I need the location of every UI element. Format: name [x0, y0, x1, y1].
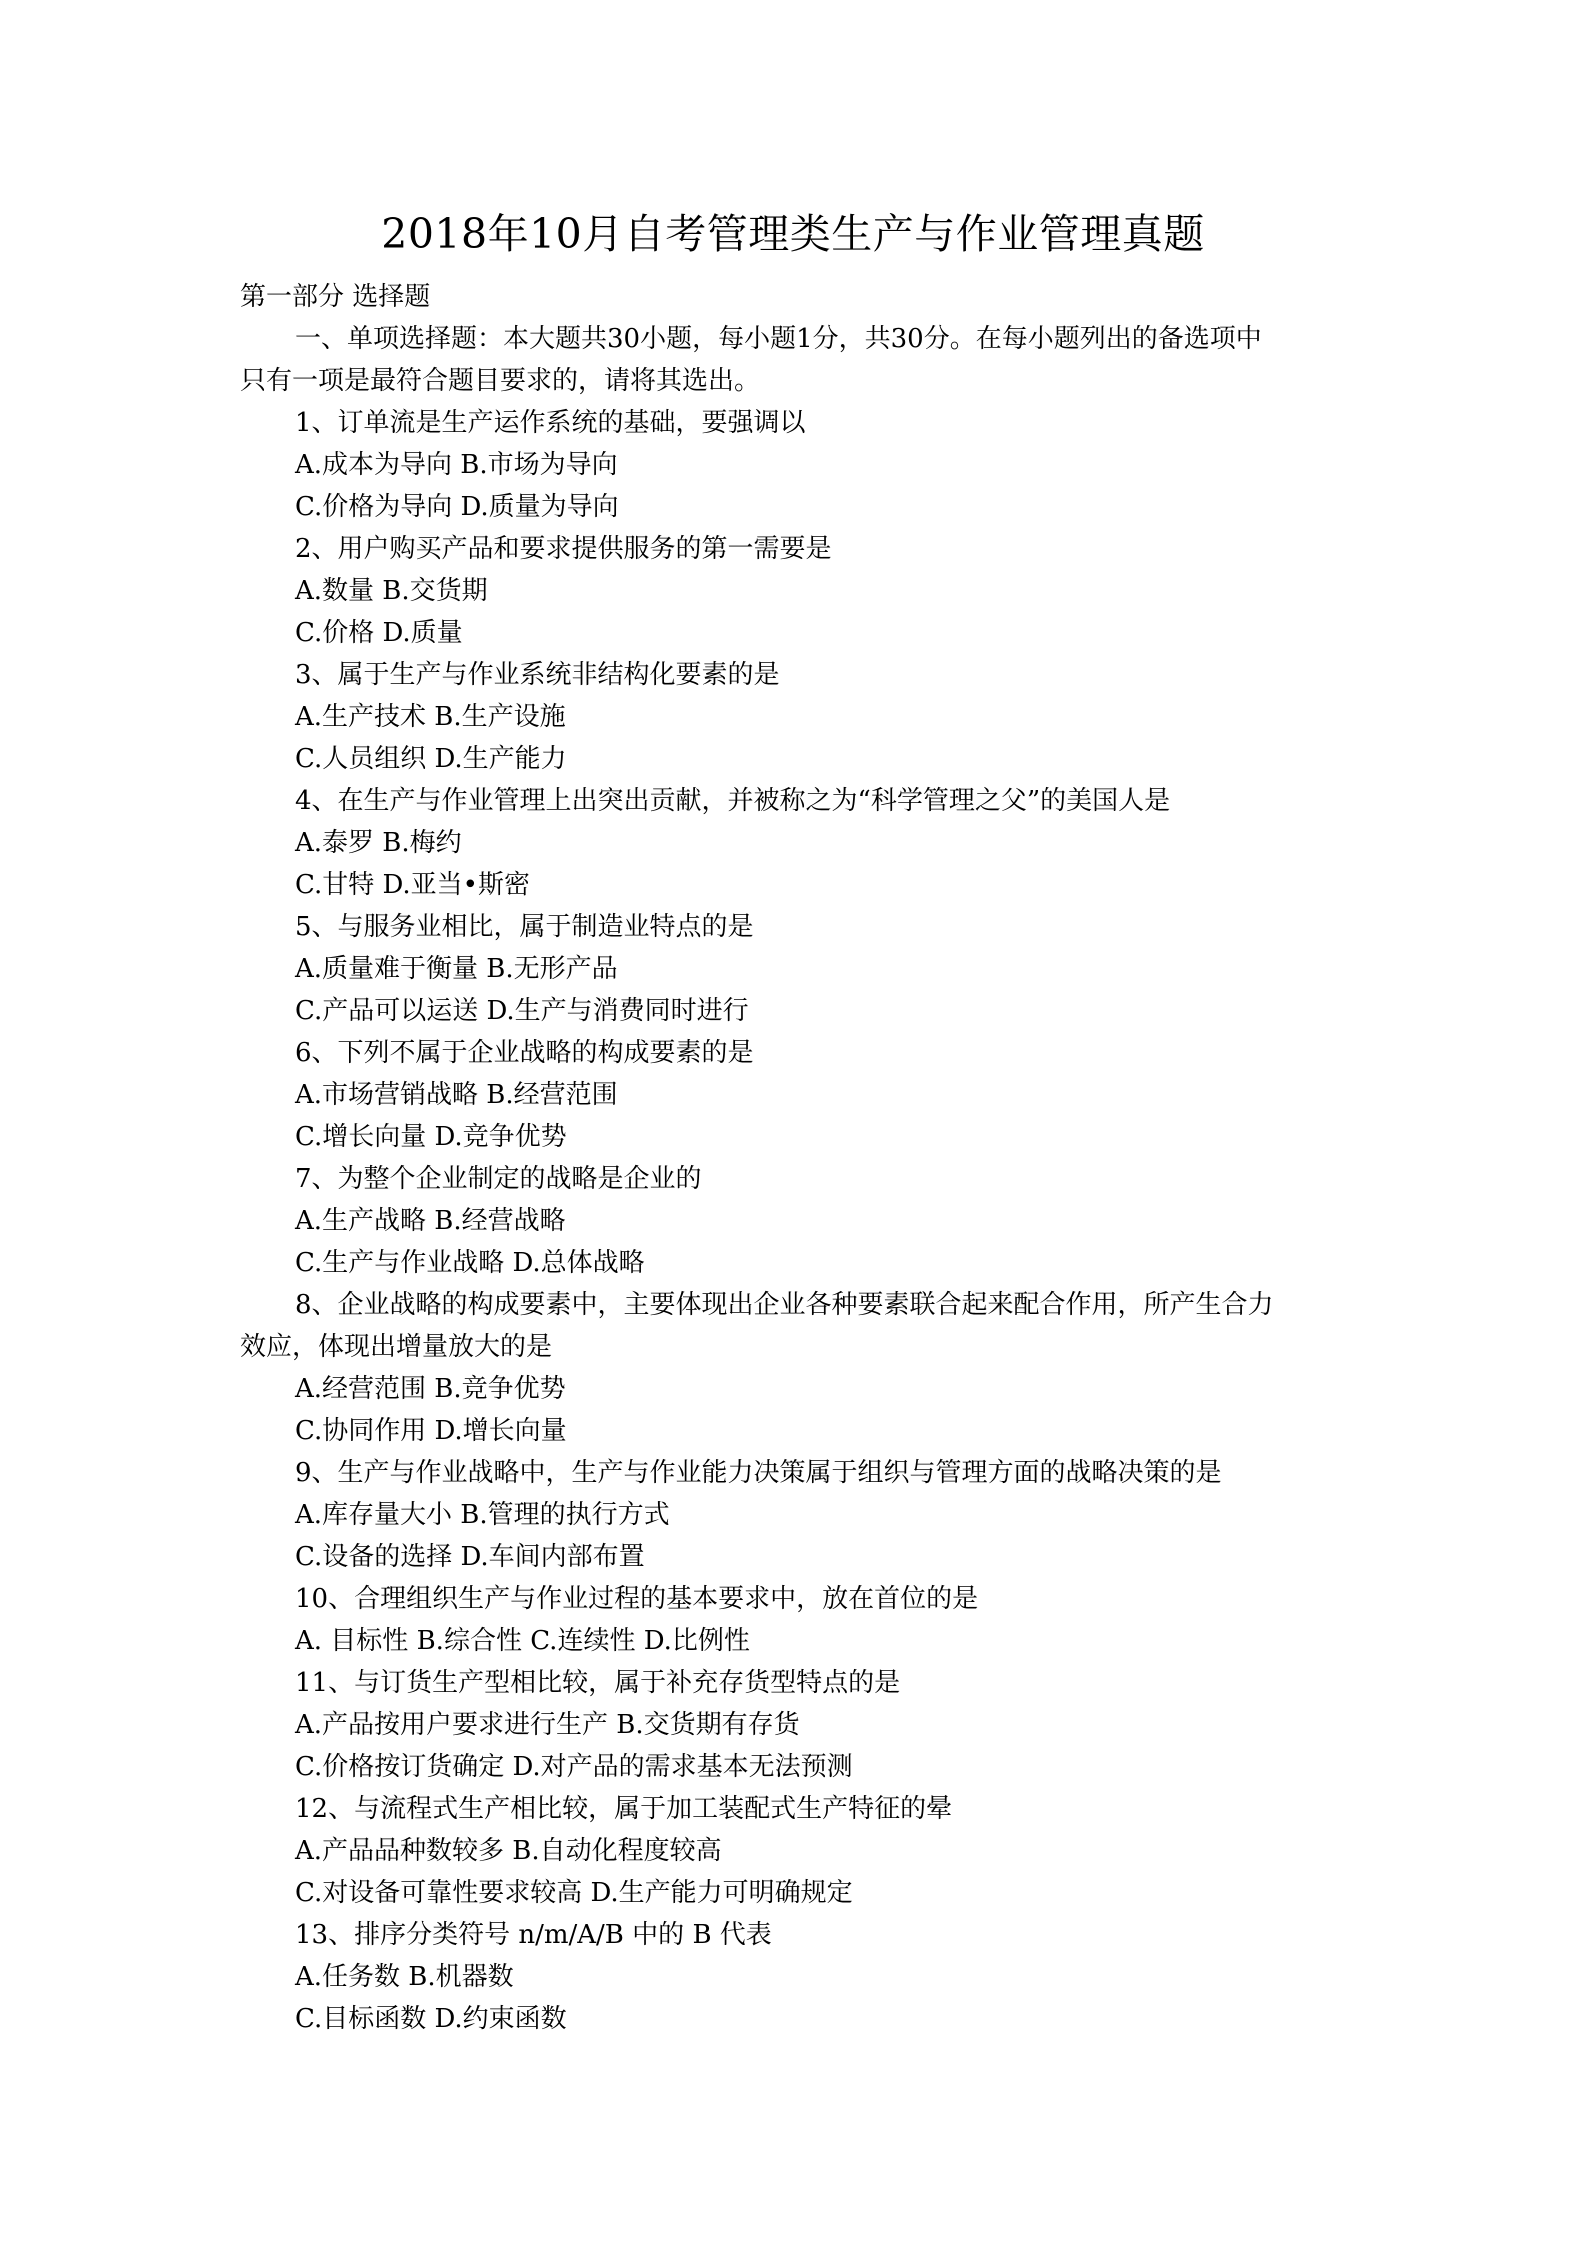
question-options: A.泰罗 B.梅约 — [295, 828, 462, 858]
question-6 — [240, 1032, 1348, 1158]
question-stem: 9、生产与作业战略中，生产与作业能力决策属于组织与管理方面的战略决策的是 — [295, 1458, 1222, 1488]
question-11 — [240, 1662, 1348, 1788]
document-body — [240, 276, 1348, 2040]
question-options: C.设备的选择 D.车间内部布置 — [295, 1542, 645, 1572]
question-options: C.价格 D.质量 — [295, 618, 463, 648]
question-options: A.库存量大小 B.管理的执行方式 — [295, 1500, 670, 1530]
question-options: A.生产战略 B.经营战略 — [295, 1206, 566, 1236]
question-stem: 13、排序分类符号 n/m/A/B 中的 B 代表 — [295, 1920, 772, 1950]
question-options: A.任务数 B.机器数 — [295, 1962, 514, 1992]
question-8 — [240, 1284, 1348, 1452]
question-stem: 1、订单流是生产运作系统的基础，要强调以 — [295, 408, 806, 438]
question-options: A. 目标性 B.综合性 C.连续性 D.比例性 — [295, 1626, 750, 1656]
question-stem: 6、下列不属于企业战略的构成要素的是 — [295, 1038, 754, 1068]
instructions-line: 只有一项是最符合题目要求的，请将其选出。 — [240, 366, 761, 396]
question-stem-continued: 效应，体现出增量放大的是 — [240, 1332, 553, 1362]
question-stem: 5、与服务业相比，属于制造业特点的是 — [295, 912, 754, 942]
question-options: A.数量 B.交货期 — [295, 576, 488, 606]
question-options: A.质量难于衡量 B.无形产品 — [295, 954, 618, 984]
question-1 — [240, 402, 1348, 528]
question-7 — [240, 1158, 1348, 1284]
question-2 — [240, 528, 1348, 654]
question-stem: 11、与订货生产型相比较，属于补充存货型特点的是 — [295, 1668, 901, 1698]
question-options: C.对设备可靠性要求较高 D.生产能力可明确规定 — [295, 1878, 853, 1908]
instructions-line: 一、单项选择题：本大题共30小题，每小题1分，共30分。在每小题列出的备选项中 — [295, 324, 1262, 354]
question-stem: 10、合理组织生产与作业过程的基本要求中，放在首位的是 — [295, 1584, 979, 1614]
question-12 — [240, 1788, 1348, 1914]
question-stem: 8、企业战略的构成要素中，主要体现出企业各种要素联合起来配合作用，所产生合力 — [295, 1290, 1274, 1320]
question-options: A.经营范围 B.竞争优势 — [295, 1374, 566, 1404]
question-stem: 12、与流程式生产相比较，属于加工装配式生产特征的晕 — [295, 1794, 953, 1824]
question-options: A.市场营销战略 B.经营范围 — [295, 1080, 618, 1110]
question-options: C.甘特 D.亚当•斯密 — [295, 870, 531, 900]
question-options: A.成本为导向 B.市场为导向 — [295, 450, 618, 480]
question-options: A.产品按用户要求进行生产 B.交货期有存货 — [295, 1710, 800, 1740]
question-3 — [240, 654, 1348, 780]
question-options: C.价格为导向 D.质量为导向 — [295, 492, 619, 522]
question-4 — [240, 780, 1348, 906]
question-stem: 3、属于生产与作业系统非结构化要素的是 — [295, 660, 780, 690]
question-options: A.生产技术 B.生产设施 — [295, 702, 566, 732]
question-options: A.产品品种数较多 B.自动化程度较高 — [295, 1836, 722, 1866]
question-13 — [240, 1914, 1348, 2040]
question-options: C.产品可以运送 D.生产与消费同时进行 — [295, 996, 749, 1026]
question-options: C.目标函数 D.约束函数 — [295, 2004, 567, 2034]
question-10 — [240, 1578, 1348, 1662]
question-options: C.协同作用 D.增长向量 — [295, 1416, 567, 1446]
question-options: C.人员组织 D.生产能力 — [295, 744, 567, 774]
question-stem: 2、用户购买产品和要求提供服务的第一需要是 — [295, 534, 832, 564]
question-stem: 4、在生产与作业管理上出突出贡献，并被称之为“科学管理之父”的美国人是 — [295, 786, 1171, 816]
question-stem: 7、为整个企业制定的战略是企业的 — [295, 1164, 702, 1194]
question-list — [240, 402, 1348, 2040]
question-5 — [240, 906, 1348, 1032]
question-options: C.增长向量 D.竞争优势 — [295, 1122, 567, 1152]
section-heading: 第一部分 选择题 — [240, 282, 431, 312]
document-title: 2018年10月自考管理类生产与作业管理真题 — [381, 210, 1205, 258]
question-options: C.价格按订货确定 D.对产品的需求基本无法预测 — [295, 1752, 853, 1782]
question-9 — [240, 1452, 1348, 1578]
question-options: C.生产与作业战略 D.总体战略 — [295, 1248, 645, 1278]
